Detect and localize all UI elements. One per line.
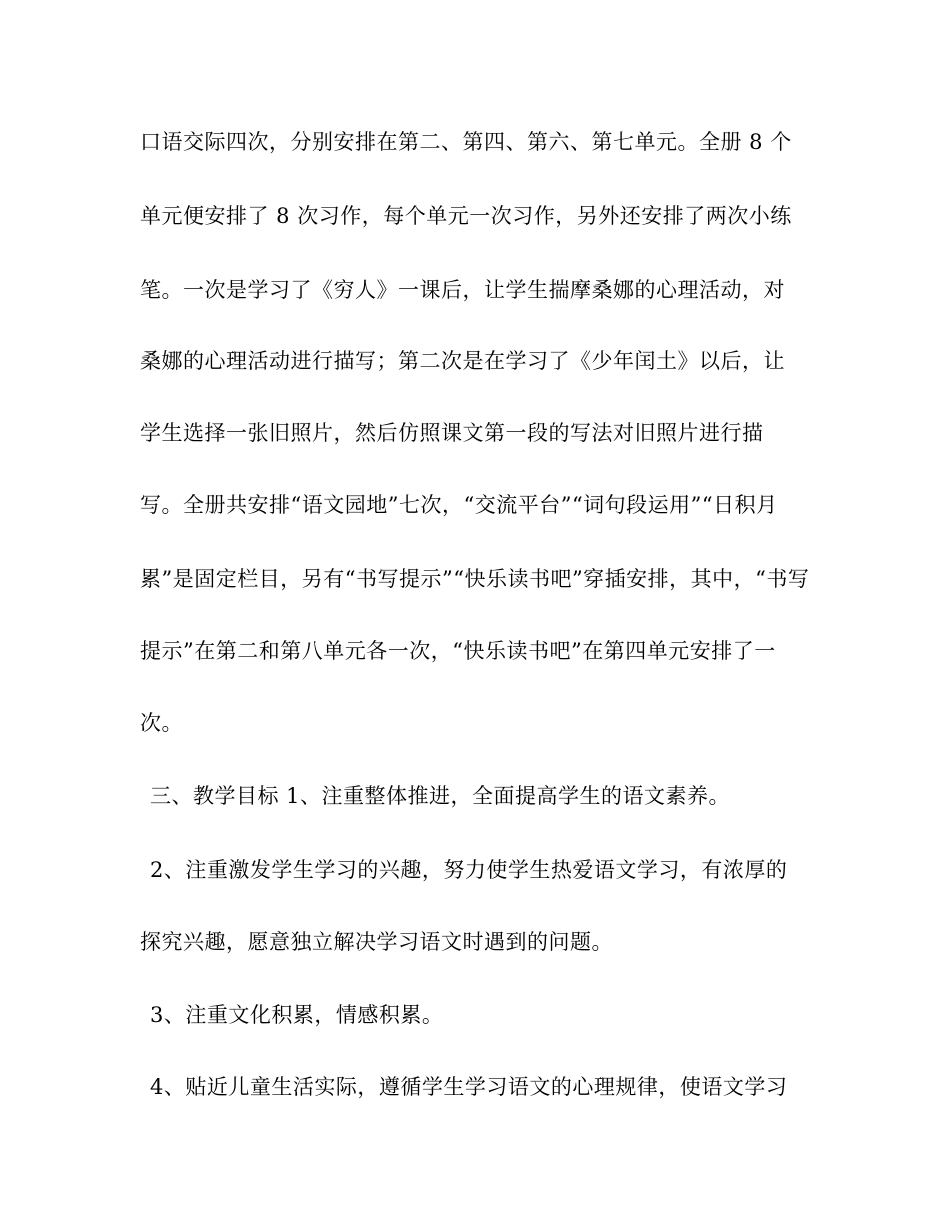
body-text-line: 单元便安排了 8 次习作，每个单元一次习作，另外还安排了两次小练 — [140, 204, 792, 228]
goal-item-4: 4、贴近儿童生活实际，遵循学生学习语文的心理规律，使语文学习 — [150, 1075, 788, 1099]
body-text-line: 笔。一次是学习了《穷人》一课后，让学生揣摩桑娜的心理活动，对 — [140, 278, 785, 302]
body-text-line: 次。 — [140, 711, 183, 735]
goal-item-3: 3、注重文化积累，情感积累。 — [150, 1003, 444, 1027]
body-text-line: 学生选择一张旧照片，然后仿照课文第一段的写法对旧照片进行描 — [140, 421, 764, 445]
body-text-line: 口语交际四次，分别安排在第二、第四、第六、第七单元。全册 8 个 — [140, 130, 792, 154]
body-text-line: 写。全册共安排“语文园地”七次，“交流平台”“词句段运用”“日积月 — [140, 493, 778, 517]
body-text-line: 探究兴趣，愿意独立解决学习语文时遇到的问题。 — [140, 930, 613, 954]
goal-item-2: 2、注重激发学生学习的兴趣，努力使学生热爱语文学习，有浓厚的 — [150, 858, 788, 882]
body-text-line: 累”是固定栏目，另有“书写提示”“快乐读书吧”穿插安排，其中，“书写 — [140, 567, 810, 591]
section-heading-teaching-goals: 三、教学目标 1、注重整体推进，全面提高学生的语文素养。 — [150, 784, 731, 808]
body-text-line: 提示”在第二和第八单元各一次，“快乐读书吧”在第四单元安排了一 — [140, 639, 776, 663]
body-text-line: 桑娜的心理活动进行描写；第二次是在学习了《少年闰土》以后，让 — [140, 349, 785, 373]
